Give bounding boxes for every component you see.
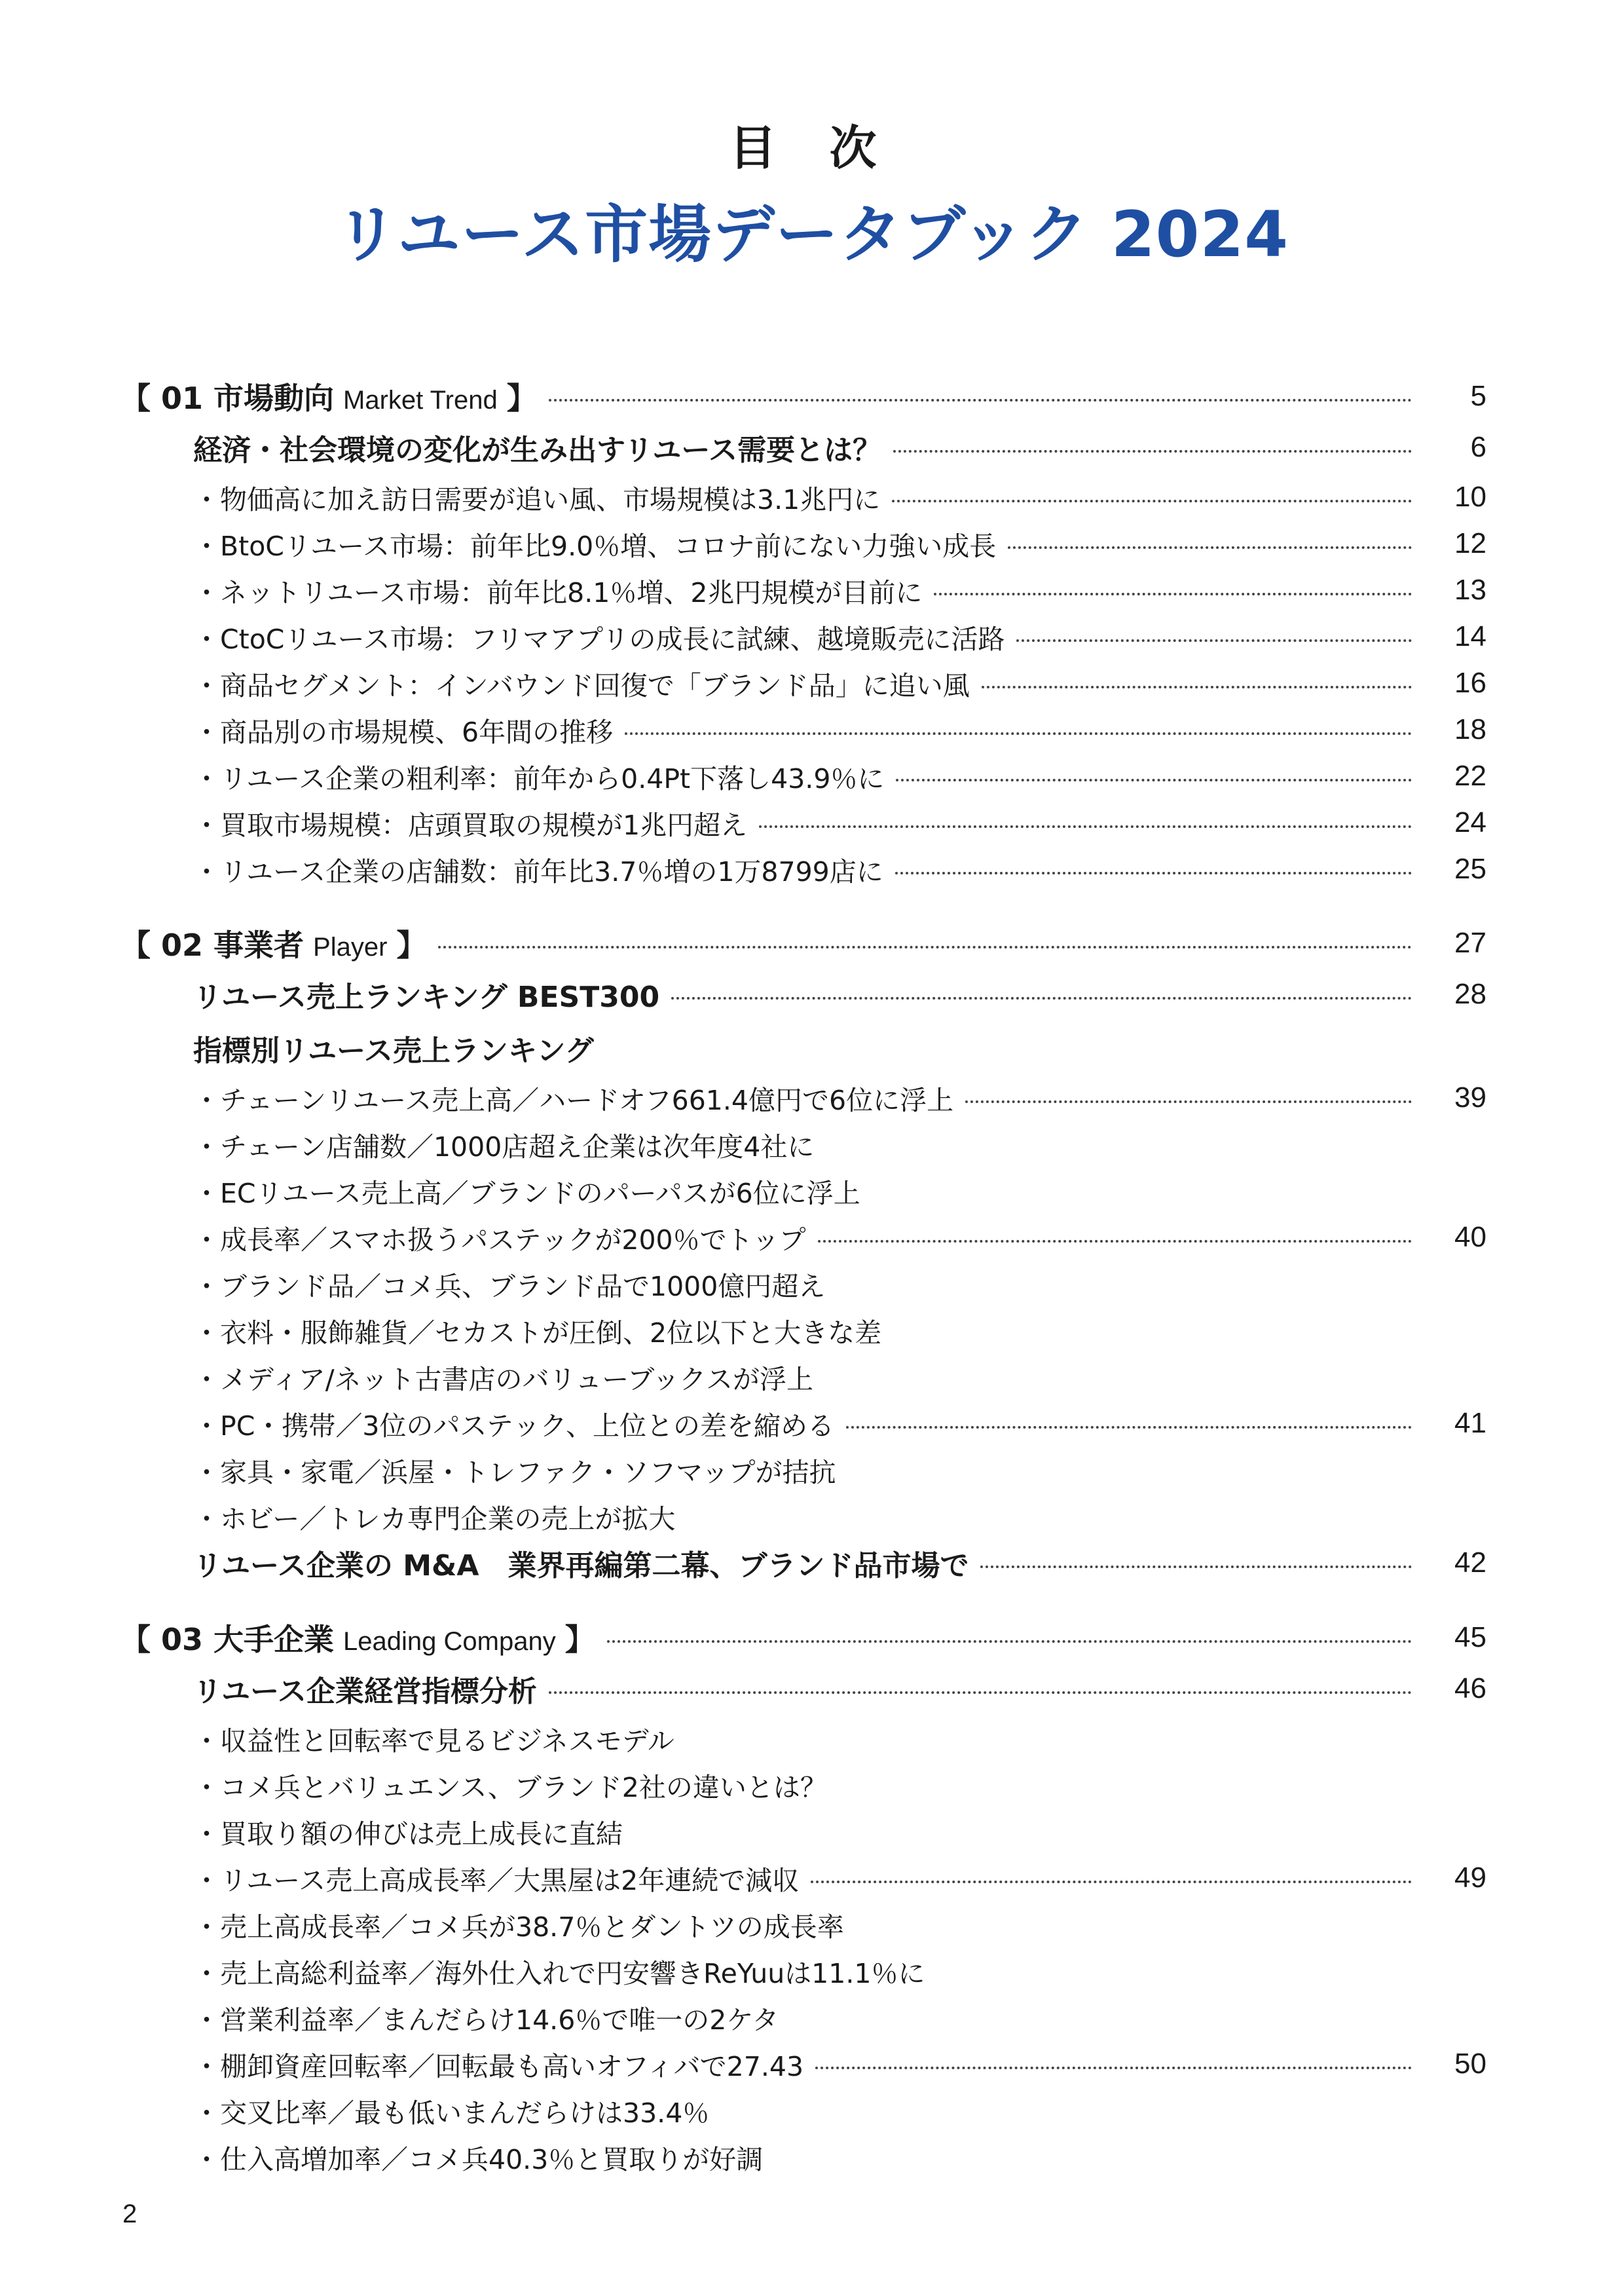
entry-label: ・商品別の市場規模、6年間の推移 [193, 716, 614, 748]
entry-label: ・売上高成長率／コメ兵が38.7％とダントツの成長率 [193, 1911, 844, 1943]
section-number: 【 02 事業者 [120, 928, 304, 963]
section-title [0, 375, 537, 418]
section-bracket: 】 [506, 381, 537, 416]
toc-item[interactable] [0, 1951, 1624, 1991]
toc-item[interactable] [0, 2044, 1624, 2084]
page-ref: 13 [1454, 574, 1486, 606]
toc-item[interactable] [0, 478, 1624, 517]
page-ref: 14 [1454, 620, 1486, 652]
section-bracket: 】 [564, 1622, 595, 1657]
dot-leader [982, 686, 1412, 688]
entry-label: ・買取市場規模：店頭買取の規模が1兆円超え [193, 809, 748, 841]
page-ref: 42 [1454, 1547, 1486, 1579]
dot-leader [896, 779, 1412, 781]
toc-item[interactable] [0, 524, 1624, 563]
toc-item[interactable] [0, 664, 1624, 703]
section-english-title: Market Trend [343, 386, 498, 415]
toc-subheading[interactable] [0, 975, 1624, 1014]
entry-label: ・リユース売上高成長率／大黒屋は2年連続で減収 [193, 1864, 800, 1896]
toc-item[interactable] [0, 1078, 1624, 1117]
entry-label: ・ネットリユース市場：前年比8.1％増、2兆円規模が目前に [193, 576, 923, 609]
toc-item[interactable] [0, 2091, 1624, 2130]
page-ref: 22 [1454, 760, 1486, 792]
entry-label: ・ブランド品／コメ兵、ブランド品で1000億円超え [193, 1270, 826, 1302]
toc-item[interactable] [0, 1719, 1624, 1758]
entry-label: 指標別リユース売上ランキング [193, 1034, 594, 1068]
entry-label: ・リユース企業の店舗数：前年比3.7％増の1万8799店に [193, 855, 883, 888]
page-ref: 24 [1454, 806, 1486, 838]
toc-item[interactable] [0, 1812, 1624, 1851]
entry-label: リユース企業の M&A 業界再編第二幕、ブランド品市場で [193, 1549, 969, 1583]
dot-leader [846, 1426, 1412, 1429]
entry-label: リユース企業経営指標分析 [193, 1675, 537, 1708]
dot-leader [818, 1240, 1412, 1243]
dot-leader [625, 732, 1412, 735]
entry-label: ・仕入高増加率／コメ兵40.3％と買取りが好調 [193, 2143, 764, 2175]
dot-leader [671, 997, 1412, 1000]
toc-heading: 目 次 [729, 121, 895, 176]
dot-leader [895, 872, 1412, 874]
dot-leader [965, 1100, 1412, 1103]
toc-item[interactable] [0, 617, 1624, 656]
entry-label: ・商品セグメント：インバウンド回復で「ブランド品」に追い風 [193, 669, 970, 702]
dot-leader [1008, 546, 1412, 549]
entry-label: 経済・社会環境の変化が生み出すリユース需要とは？ [193, 434, 882, 467]
toc-subheading[interactable] [0, 1669, 1624, 1708]
toc-item[interactable] [0, 1765, 1624, 1805]
dot-leader [1016, 639, 1412, 642]
page-ref: 46 [1454, 1672, 1486, 1704]
section-title [0, 922, 426, 965]
toc-item[interactable] [0, 710, 1624, 749]
section-number: 【 01 市場動向 [120, 381, 335, 416]
toc-item[interactable] [0, 1218, 1624, 1257]
page-ref: 41 [1454, 1407, 1486, 1439]
entry-label: ・家具・家電／浜屋・トレファク・ソフマップが拮抗 [193, 1456, 836, 1488]
page-ref: 18 [1454, 713, 1486, 745]
toc-item[interactable] [0, 1998, 1624, 2037]
entry-label: ・物価高に加え訪日需要が追い風、市場規模は3.1兆円に [193, 483, 881, 516]
section-number: 【 03 大手企業 [120, 1622, 335, 1657]
toc-subheading[interactable] [0, 428, 1624, 467]
dot-leader [759, 825, 1412, 828]
page-ref: 10 [1454, 481, 1486, 513]
section-title [0, 1616, 595, 1659]
toc-section-3[interactable] [0, 1618, 1624, 1657]
toc-item[interactable] [0, 850, 1624, 889]
page-ref: 27 [1454, 927, 1486, 959]
page-ref: 25 [1454, 853, 1486, 885]
entry-label: ・収益性と回転率で見るビジネスモデル [193, 1725, 674, 1757]
toc-item[interactable] [0, 1404, 1624, 1443]
page-ref: 16 [1454, 667, 1486, 699]
entry-label: ・買取り額の伸びは売上成長に直結 [193, 1818, 623, 1850]
toc-item[interactable] [0, 1357, 1624, 1397]
entry-label: ・リユース企業の粗利率：前年から0.4Pt下落し43.9％に [193, 762, 885, 795]
section-english-title: Leading Company [343, 1627, 556, 1656]
dot-leader [815, 2067, 1412, 2069]
dot-leader [980, 1566, 1412, 1568]
entry-label: ・成長率／スマホ扱うパステックが200％でトップ [193, 1224, 806, 1256]
section-bracket: 】 [396, 928, 427, 963]
entry-label: ・交叉比率／最も低いまんだらけは33.4％ [193, 2097, 710, 2129]
toc-item[interactable] [0, 1450, 1624, 1490]
page-ref: 50 [1454, 2048, 1486, 2080]
entry-label: ・営業利益率／まんだらけ14.6％で唯一の2ケタ [193, 2004, 779, 2036]
dot-leader [811, 1881, 1412, 1883]
toc-item[interactable] [0, 1171, 1624, 1210]
entry-label: リユース売上ランキング BEST300 [193, 981, 660, 1014]
page-ref: 39 [1454, 1081, 1486, 1114]
dot-leader [607, 1640, 1412, 1643]
page-ref: 40 [1454, 1221, 1486, 1253]
toc-item[interactable] [0, 1497, 1624, 1536]
toc-item[interactable] [0, 1905, 1624, 1944]
toc-item[interactable] [0, 571, 1624, 610]
entry-label: ・チェーン店舗数／1000店超え企業は次年度4社に [193, 1131, 815, 1163]
dot-leader [549, 1691, 1412, 1694]
entry-label: ・PC・携帯／3位のパステック、上位との差を縮める [193, 1410, 834, 1442]
dot-leader [893, 450, 1412, 453]
page-ref: 45 [1454, 1621, 1486, 1653]
entry-label: ・CtoCリユース市場：フリマアプリの成長に試練、越境販売に活路 [193, 623, 1005, 655]
entry-label: ・メディア/ネット古書店のバリューブックスが浮上 [193, 1363, 813, 1395]
toc-subheading[interactable] [0, 1543, 1624, 1583]
dot-leader [892, 500, 1412, 502]
entry-label: ・BtoCリユース市場：前年比9.0％増、コロナ前にない力強い成長 [193, 530, 997, 562]
entry-label: ・衣料・服飾雑貨／セカストが圧倒、2位以下と大きな差 [193, 1317, 882, 1349]
toc-subheading[interactable] [0, 1028, 1624, 1068]
toc-item[interactable] [0, 757, 1624, 796]
toc-item[interactable] [0, 1264, 1624, 1303]
page-ref: 5 [1470, 380, 1486, 412]
toc-item[interactable] [0, 1125, 1624, 1164]
page-ref: 49 [1454, 1862, 1486, 1894]
entry-label: ・棚卸資産回転率／回転最も高いオフィバで27.43 [193, 2050, 804, 2082]
page-ref: 6 [1470, 431, 1486, 463]
section-english-title: Player [313, 933, 388, 962]
toc-section-1[interactable] [0, 377, 1624, 416]
entry-label: ・ECリユース売上高／ブランドのパーパスが6位に浮上 [193, 1177, 860, 1209]
dot-leader [438, 946, 1412, 948]
entry-label: ・チェーンリユース売上高／ハードオフ661.4億円で6位に浮上 [193, 1084, 954, 1116]
toc-item[interactable] [0, 2137, 1624, 2177]
entry-label: ・ホビー／トレカ専門企業の売上が拡大 [193, 1503, 676, 1535]
toc-item[interactable] [0, 803, 1624, 842]
entry-label: ・コメ兵とバリュエンス、ブランド2社の違いとは？ [193, 1771, 827, 1803]
page-ref: 28 [1454, 978, 1486, 1010]
dot-leader [549, 399, 1412, 402]
book-title: リユース市場データブック 2024 [335, 198, 1289, 271]
page-ref: 12 [1454, 527, 1486, 559]
entry-label: ・売上高総利益率／海外仕入れで円安響きReYuuは11.1％に [193, 1957, 925, 1989]
toc-section-2[interactable] [0, 924, 1624, 963]
toc-item[interactable] [0, 1858, 1624, 1898]
toc-item[interactable] [0, 1311, 1624, 1350]
page-number: 2 [122, 2200, 138, 2228]
dot-leader [934, 593, 1412, 595]
